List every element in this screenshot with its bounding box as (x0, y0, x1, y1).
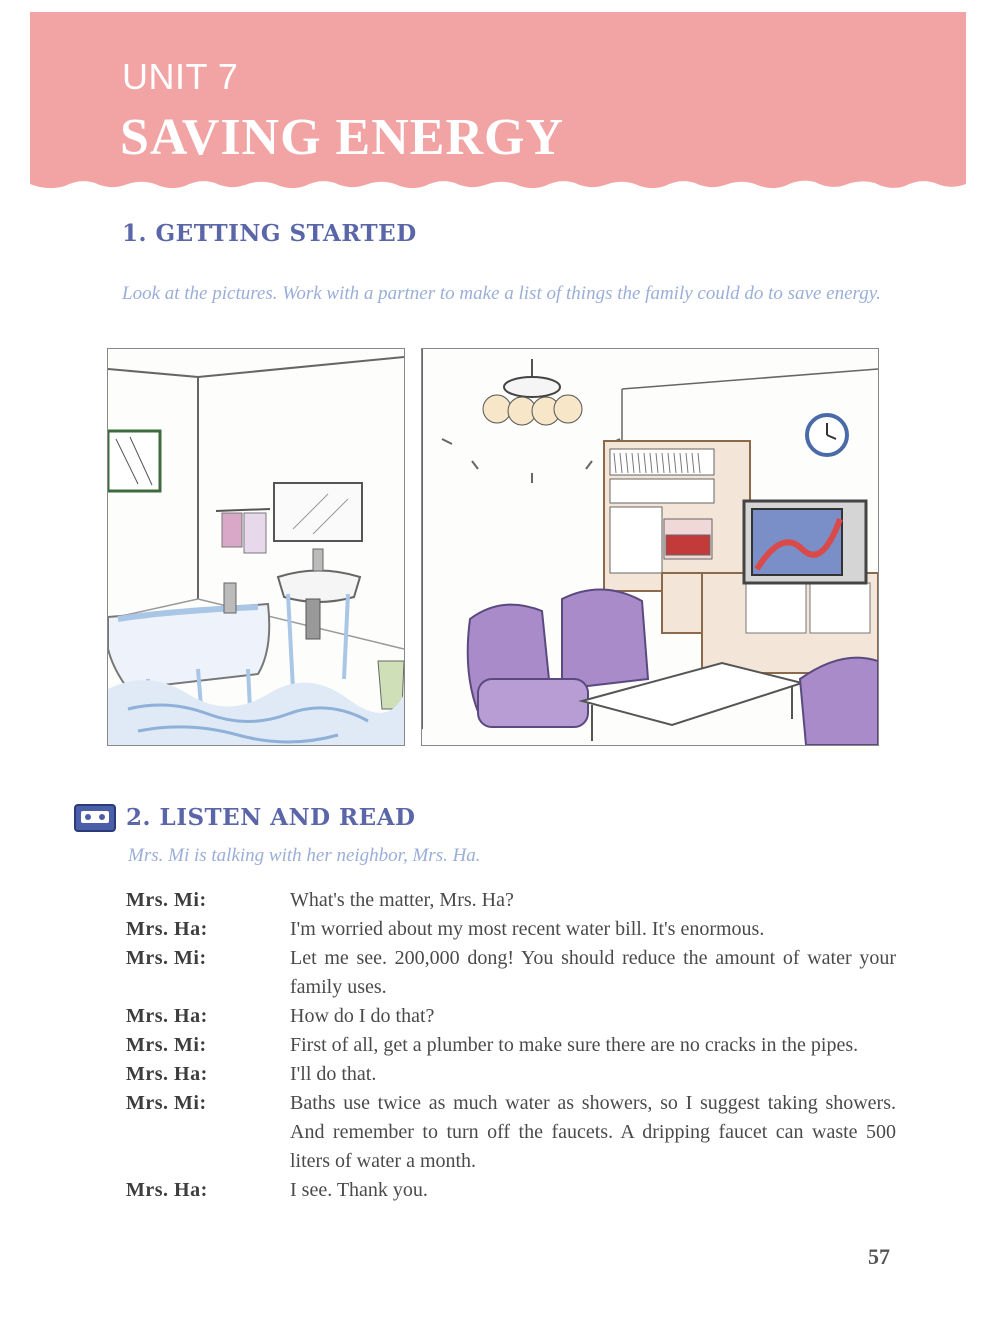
dialogue-line: I'll do that. (290, 1063, 377, 1085)
speaker-name: Mrs. Mi: (126, 1034, 207, 1056)
speaker-name: Mrs. Mi: (126, 1092, 207, 1114)
dialogue-row (126, 1031, 896, 1060)
speaker-name: Mrs. Mi: (126, 947, 207, 969)
speaker-name: Mrs. Ha: (126, 918, 208, 940)
dialogue-line: What's the matter, Mrs. Ha? (290, 889, 514, 911)
dialogue-line: I see. Thank you. (290, 1179, 428, 1201)
dialogue-row (126, 1002, 896, 1031)
dialogue-row (126, 1060, 896, 1089)
dialogue-row (126, 1176, 896, 1205)
unit-label: UNIT 7 (122, 56, 239, 97)
living-room-icon (422, 349, 878, 745)
dialogue-line: I'm worried about my most recent water bill. It's enormous. (290, 918, 765, 940)
bathroom-flooding-icon (108, 349, 404, 745)
unit-title: SAVING ENERGY (120, 109, 565, 166)
section-instruction: Look at the pictures. Work with a partner to make a list of things the family could do to save energy. (122, 283, 881, 304)
dialogue-line: How do I do that? (290, 1005, 435, 1027)
section-heading-listen-and-read: 2. LISTEN AND READ (126, 804, 416, 831)
dialogue-row (126, 886, 896, 915)
speaker-name: Mrs. Ha: (126, 1063, 208, 1085)
cassette-icon (74, 804, 116, 832)
speaker-name: Mrs. Ha: (126, 1005, 208, 1027)
dialogue-line: First of all, get a plumber to make sure there are no cracks in the pipes. (290, 1034, 859, 1056)
bathroom-illustration (107, 348, 405, 746)
speaker-name: Mrs. Ha: (126, 1179, 208, 1201)
living-room-illustration (421, 348, 879, 746)
page-number: 57 (868, 1244, 890, 1269)
dialogue-intro: Mrs. Mi is talking with her neighbor, Mrs. Ha. (128, 845, 481, 866)
dialogue-line: Let me see. 200,000 dong! You should reduce the amount of water your family uses. (290, 947, 896, 998)
section-heading-getting-started: 1. GETTING STARTED (122, 220, 417, 247)
dialogue-row (126, 1089, 896, 1176)
dialogue (126, 886, 896, 1205)
dialogue-row (126, 944, 896, 1002)
dialogue-row (126, 915, 896, 944)
speaker-name: Mrs. Mi: (126, 889, 207, 911)
dialogue-line: Baths use twice as much water as showers, so I suggest taking showers. And remember to turn off the faucets. A dripping faucet can waste 500 liters of water a month. (290, 1092, 896, 1172)
